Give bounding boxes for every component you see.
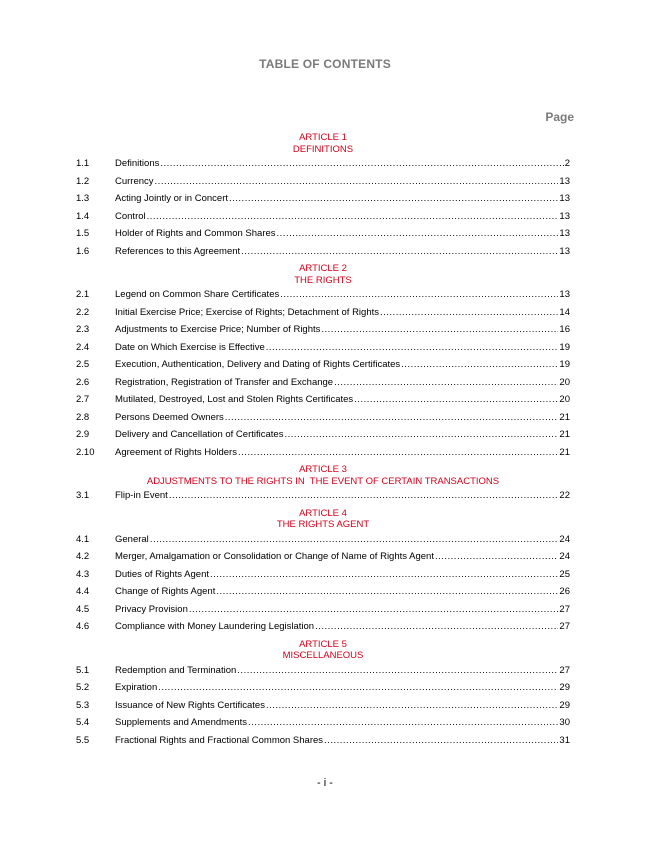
page-column-label: Page xyxy=(545,110,574,124)
toc-entry[interactable] xyxy=(76,289,570,307)
section-number: 2.3 xyxy=(76,324,90,335)
page-number-footer: - i - xyxy=(317,777,333,789)
section-title: Adjustments to Exercise Price; Number of Rights xyxy=(115,324,321,335)
section-number: 2.9 xyxy=(76,429,90,440)
article-number: ARTICLE 5 xyxy=(299,638,347,650)
section-title: Agreement of Rights Holders xyxy=(115,446,237,458)
section-number: 2.2 xyxy=(76,306,90,318)
toc-entry[interactable] xyxy=(76,586,570,604)
toc-entry[interactable] xyxy=(76,621,570,639)
toc-entry[interactable] xyxy=(76,447,570,465)
toc-entry[interactable] xyxy=(76,158,570,176)
section-number: 4.3 xyxy=(76,568,90,580)
section-title: Fractional Rights and Fractional Common Shares xyxy=(115,734,324,746)
page-number: 2 xyxy=(564,158,570,169)
page-number: 21 xyxy=(559,429,570,440)
section-title: Compliance with Money Laundering Legislation xyxy=(115,621,315,632)
section-title: Merger, Amalgamation or Consolidation or Change of Name of Rights Agent xyxy=(115,551,434,562)
article-section xyxy=(76,508,570,639)
dot-leader xyxy=(158,682,558,694)
page-number: 27 xyxy=(559,603,570,615)
section-title: Flip-in Event xyxy=(115,490,168,501)
section-title: Change of Rights Agent xyxy=(115,586,216,597)
toc-entry[interactable] xyxy=(76,307,570,325)
dot-leader xyxy=(266,342,559,354)
toc-entry[interactable] xyxy=(76,176,570,194)
article-title: THE RIGHTS AGENT xyxy=(276,519,370,530)
dot-leader xyxy=(216,586,558,598)
section-number: 2.6 xyxy=(76,376,90,388)
toc-entry[interactable] xyxy=(76,700,570,718)
page-number: 13 xyxy=(559,228,570,239)
section-title: Mutilated, Destroyed, Lost and Stolen Rights Certificates xyxy=(115,394,354,405)
page-number: 27 xyxy=(559,621,570,632)
dot-leader xyxy=(241,246,558,258)
section-number: 2.4 xyxy=(76,341,90,353)
page-number: 31 xyxy=(559,734,570,746)
dot-leader xyxy=(380,307,558,319)
section-title: Issuance of New Rights Certificates xyxy=(115,699,265,711)
article-number: ARTICLE 1 xyxy=(299,132,347,143)
section-number: 5.3 xyxy=(76,699,90,711)
section-number: 2.10 xyxy=(76,446,95,458)
section-number: 5.4 xyxy=(76,717,90,728)
section-title: Acting Jointly or in Concert xyxy=(115,193,228,204)
dot-leader xyxy=(321,324,558,336)
toc-entry[interactable] xyxy=(76,604,570,622)
toc-entry[interactable] xyxy=(76,534,570,552)
section-number: 1.4 xyxy=(76,210,90,222)
article-heading xyxy=(76,508,570,534)
section-title: Redemption and Termination xyxy=(115,664,237,676)
article-number: ARTICLE 3 xyxy=(299,464,347,475)
page-number: 29 xyxy=(559,682,570,693)
dot-leader xyxy=(401,359,558,371)
dot-leader xyxy=(189,604,559,616)
article-heading xyxy=(76,263,570,289)
section-title: References to this Agreement xyxy=(115,245,241,257)
article-title: DEFINITIONS xyxy=(292,143,354,155)
section-number: 4.4 xyxy=(76,586,90,597)
dot-leader xyxy=(237,665,558,677)
section-number: 4.2 xyxy=(76,551,90,562)
section-number: 2.7 xyxy=(76,394,90,405)
toc-entry[interactable] xyxy=(76,211,570,229)
toc-entry[interactable] xyxy=(76,735,570,753)
page-number: 16 xyxy=(559,324,570,335)
toc-entry[interactable] xyxy=(76,551,570,569)
section-title: Privacy Provision xyxy=(115,603,188,615)
section-title: Execution, Authentication, Delivery and Dating of Rights Certificates xyxy=(115,359,401,370)
section-title: Persons Deemed Owners xyxy=(115,411,224,423)
section-title: Date on Which Exercise is Effective xyxy=(115,341,265,353)
dot-leader xyxy=(266,700,558,712)
article-section xyxy=(76,132,570,263)
article-section xyxy=(76,464,570,508)
section-number: 4.1 xyxy=(76,533,90,545)
section-title: Initial Exercise Price; Exercise of Rights; Detachment of Rights xyxy=(115,306,379,318)
page-title: TABLE OF CONTENTS xyxy=(259,57,391,71)
dot-leader xyxy=(277,228,559,240)
dot-leader xyxy=(155,176,559,188)
section-title: Control xyxy=(115,210,146,222)
toc-entry[interactable] xyxy=(76,412,570,430)
toc-entry[interactable] xyxy=(76,429,570,447)
section-number: 1.3 xyxy=(76,193,90,204)
page-number: 20 xyxy=(559,376,570,388)
page-number: 13 xyxy=(559,289,570,300)
toc-entry[interactable] xyxy=(76,359,570,377)
dot-leader xyxy=(150,534,559,546)
section-title: Legend on Common Share Certificates xyxy=(115,289,280,300)
dot-leader xyxy=(280,289,558,301)
section-title: Registration, Registration of Transfer and Exchange xyxy=(115,376,334,388)
section-number: 5.2 xyxy=(76,682,90,693)
page-number: 13 xyxy=(559,193,570,204)
page-number: 29 xyxy=(559,699,570,711)
section-number: 2.8 xyxy=(76,411,90,423)
section-title: Currency xyxy=(115,175,154,187)
table-of-contents xyxy=(76,132,570,752)
section-title: Expiration xyxy=(115,682,158,693)
page-number: 14 xyxy=(559,306,570,318)
toc-entry[interactable] xyxy=(76,665,570,683)
section-number: 1.1 xyxy=(76,158,90,169)
article-number: ARTICLE 2 xyxy=(299,263,347,274)
page-number: 19 xyxy=(559,359,570,370)
section-number: 4.5 xyxy=(76,603,90,615)
toc-entry[interactable] xyxy=(76,394,570,412)
page-number: 24 xyxy=(559,533,570,545)
article-section xyxy=(76,639,570,753)
dot-leader xyxy=(334,377,558,389)
article-heading xyxy=(76,464,570,490)
toc-entry[interactable] xyxy=(76,569,570,587)
dot-leader xyxy=(315,621,558,633)
dot-leader xyxy=(284,429,558,441)
page-number: 25 xyxy=(559,568,570,580)
page-number: 21 xyxy=(559,411,570,423)
dot-leader xyxy=(248,717,558,729)
article-title: MISCELLANEOUS xyxy=(282,650,364,661)
toc-entry[interactable] xyxy=(76,342,570,360)
toc-entry[interactable] xyxy=(76,228,570,246)
toc-entry[interactable] xyxy=(76,246,570,264)
dot-leader xyxy=(324,735,558,747)
section-title: Definitions xyxy=(115,158,160,169)
section-number: 4.6 xyxy=(76,621,90,632)
section-number: 1.2 xyxy=(76,175,90,187)
toc-entry[interactable] xyxy=(76,682,570,700)
page-number: 24 xyxy=(559,551,570,562)
page-number: 13 xyxy=(559,245,570,257)
dot-leader xyxy=(225,412,559,424)
page-number: 19 xyxy=(559,341,570,353)
section-title: Delivery and Cancellation of Certificates xyxy=(115,429,284,440)
article-title: THE RIGHTS xyxy=(294,274,352,286)
section-title: Holder of Rights and Common Shares xyxy=(115,228,276,239)
section-number: 5.1 xyxy=(76,664,90,676)
section-number: 5.5 xyxy=(76,734,90,746)
toc-entry[interactable] xyxy=(76,377,570,395)
page-number: 21 xyxy=(559,446,570,458)
toc-entry[interactable] xyxy=(76,490,570,508)
article-heading xyxy=(76,132,570,158)
section-number: 1.6 xyxy=(76,245,90,257)
section-number: 1.5 xyxy=(76,228,90,239)
page-number: 13 xyxy=(559,210,570,222)
dot-leader xyxy=(229,193,558,205)
dot-leader xyxy=(160,158,563,170)
dot-leader xyxy=(147,211,559,223)
section-number: 2.1 xyxy=(76,289,90,300)
toc-entry[interactable] xyxy=(76,717,570,735)
page-number: 26 xyxy=(559,586,570,597)
article-title: ADJUSTMENTS TO THE RIGHTS IN THE EVENT OF CERTAIN TRANSACTIONS xyxy=(146,475,500,487)
section-title: General xyxy=(115,533,149,545)
section-number: 3.1 xyxy=(76,490,90,501)
article-number: ARTICLE 4 xyxy=(299,507,347,519)
section-title: Supplements and Amendments xyxy=(115,717,248,728)
dot-leader xyxy=(354,394,558,406)
page-number: 20 xyxy=(559,394,570,405)
section-title: Duties of Rights Agent xyxy=(115,568,209,580)
dot-leader xyxy=(435,551,558,563)
section-number: 2.5 xyxy=(76,359,90,370)
dot-leader xyxy=(238,447,558,459)
page-number: 27 xyxy=(559,664,570,676)
page-number: 22 xyxy=(559,490,570,501)
page-number: 13 xyxy=(559,175,570,187)
article-section xyxy=(76,263,570,464)
page-number: 30 xyxy=(559,717,570,728)
article-heading xyxy=(76,639,570,665)
toc-entry[interactable] xyxy=(76,193,570,211)
dot-leader xyxy=(210,569,558,581)
dot-leader xyxy=(169,490,559,502)
toc-entry[interactable] xyxy=(76,324,570,342)
